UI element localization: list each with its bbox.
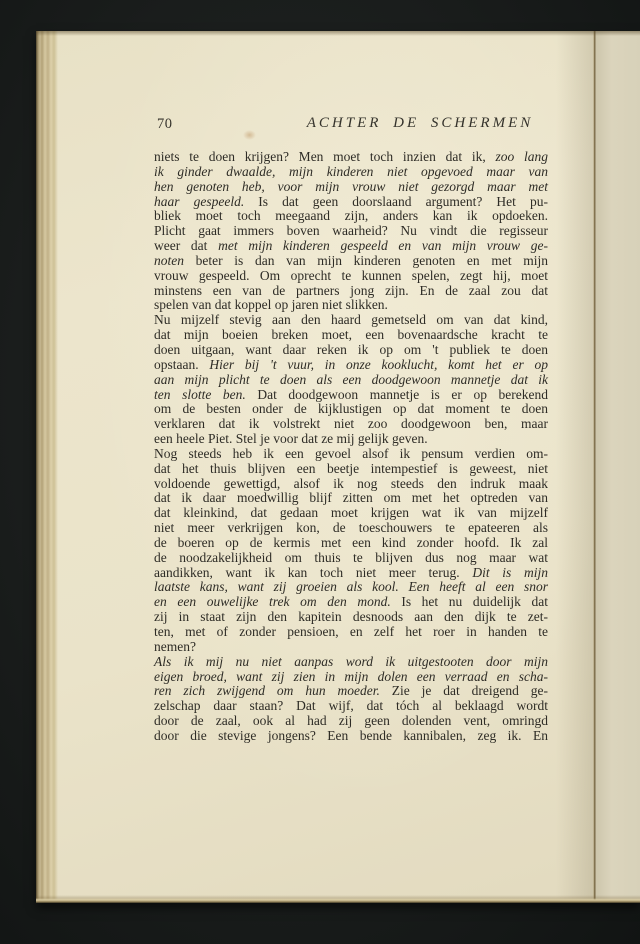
text-line — [154, 699, 548, 714]
text-segment: de noodzakelijkheid om thuis te blijven dus nog maar wat — [154, 549, 548, 565]
text-line — [154, 625, 548, 640]
text-line — [154, 670, 548, 685]
text-segment: een heele Piet. Stel je voor dat ze mij gelijk geven. — [154, 431, 428, 447]
text-line — [154, 284, 548, 299]
text-line — [154, 684, 548, 699]
text-segment: opstaan. — [154, 356, 210, 372]
text-line — [154, 655, 548, 670]
text-segment: zelschap daar staan? Dat wijf, dat tóch al beklaagd wordt — [154, 698, 548, 714]
text-line — [154, 640, 548, 655]
text-line — [154, 462, 548, 477]
text-segment: dat kleinkind, dat gedaan moet krijgen wat ik van mijzelf — [154, 505, 548, 521]
text-segment: nemen? — [154, 638, 196, 654]
page-top-edge — [36, 31, 640, 36]
facing-page-sliver — [596, 31, 640, 903]
text-line — [154, 254, 548, 269]
text-line — [154, 328, 548, 343]
text-line — [154, 551, 548, 566]
text-segment: zij in staat zijn den kapitein desnoods aan den dijk te zet- — [154, 609, 548, 625]
text-segment: spelen van dat koppel op jaren niet slikken. — [154, 297, 388, 313]
text-segment: Dat doodgewoon mannetje is er op berekend — [245, 386, 548, 402]
text-line — [154, 477, 548, 492]
text-line — [154, 491, 548, 506]
text-segment: aandikken, want ik kan toch niet meer terug. — [154, 564, 473, 580]
text-line — [154, 209, 548, 224]
text-segment: door die stevige jongens? Een bende kannibalen, zeg ik. En — [154, 727, 548, 743]
italic-text-segment: en een ouwelijke trek om den mond. — [154, 594, 391, 610]
text-line — [154, 729, 548, 744]
text-segment: bliek moet toch meegaand zijn, anders kan ik opdoeken. — [154, 208, 548, 224]
text-segment: door de zaal, ook al had zij geen dolenden vent, omringd — [154, 713, 548, 729]
text-segment: Zie je dat dreigend ge- — [379, 683, 548, 699]
text-line — [154, 566, 548, 581]
text-segment: Plicht gaat immers boven waarheid? Nu vindt die regisseur — [154, 223, 548, 239]
text-line — [154, 313, 548, 328]
text-line — [154, 180, 548, 195]
text-segment: niet meer verkrijgen kon, de toeschouwers te epateeren als — [154, 520, 548, 536]
text-line — [154, 595, 548, 610]
text-line — [154, 521, 548, 536]
fore-edge-left — [36, 31, 58, 903]
italic-text-segment: aan mijn plicht te doen als een doodgewoon mannetje dat ik — [154, 371, 548, 387]
running-head: ACHTER DE SCHERMEN — [306, 115, 534, 131]
text-segment: Is dat geen doorslaand argument? Het pu- — [244, 193, 548, 209]
text-segment: de boeren op de kermis met een kind zonder hoofd. Ik zal — [154, 534, 548, 550]
text-line — [154, 224, 548, 239]
italic-text-segment: zoo lang — [495, 149, 548, 164]
text-segment: om de besten onder de kijklustigen op dat moment te doen — [154, 401, 548, 417]
text-line — [154, 610, 548, 625]
text-segment: verklaren dat ik volstrekt niet zoo doodgewoon ben, maar — [154, 416, 548, 432]
text-segment: Is het nu duidelijk dat — [390, 594, 548, 610]
italic-text-segment: Als ik mij nu niet aanpas word ik uitgestooten door mijn — [154, 653, 548, 669]
text-line — [154, 358, 548, 373]
text-line — [154, 343, 548, 358]
text-line — [154, 150, 548, 165]
text-line — [154, 373, 548, 388]
italic-text-segment: met mijn kinderen gespeeld en van mijn vrouw ge- — [218, 238, 548, 254]
text-segment: Nog steeds heb ik een gevoel alsof ik pensum verdien om- — [154, 445, 548, 461]
text-line — [154, 239, 548, 254]
text-line — [154, 447, 548, 462]
body-text — [154, 150, 548, 744]
text-segment: voldoende gewettigd, alsof ik nog steeds den indruk maak — [154, 475, 548, 491]
text-line — [154, 536, 548, 551]
italic-text-segment: ik ginder dwaalde, mijn kinderen niet opgevoed maar van — [154, 163, 548, 179]
italic-text-segment: laatste kans, want zij groeien als kool. Een heeft al een snor — [154, 579, 548, 595]
italic-text-segment: noten — [154, 252, 184, 268]
text-line — [154, 506, 548, 521]
italic-text-segment: ten slotte ben. — [154, 386, 246, 402]
text-segment: doen uitgaan, want daar reken ik op om 't publiek te doen — [154, 341, 548, 357]
text-segment: dat ik daar moedwillig blijf zitten om met het optreden van — [154, 490, 548, 506]
text-line — [154, 195, 548, 210]
italic-text-segment: eigen broed, want zij zien in mijn dolen een verraad en scha- — [154, 668, 548, 684]
text-line — [154, 388, 548, 403]
italic-text-segment: haar gespeeld. — [154, 193, 245, 209]
text-line — [154, 580, 548, 595]
gutter-line — [593, 31, 596, 903]
italic-text-segment: Dit is mijn — [472, 564, 548, 580]
text-line — [154, 298, 548, 313]
text-segment: weer dat — [154, 238, 219, 254]
text-line — [154, 165, 548, 180]
text-line — [154, 714, 548, 729]
page-bottom-edge — [36, 895, 640, 903]
text-segment: niets te doen krijgen? Men moet toch inzien dat ik, — [154, 149, 496, 164]
text-segment: vrouw gespeeld. Om oprecht te kunnen spelen, zegt hij, moet — [154, 267, 548, 283]
text-segment: dat het thuis blijven een beetje intempestief is geweest, niet — [154, 460, 548, 476]
italic-text-segment: Hier bij 't vuur, in onze kooklucht, komt het er op — [209, 356, 548, 372]
text-segment: minstens een van de partners jong zijn. En de zaal zou dat — [154, 282, 548, 298]
text-segment: Nu mijzelf stevig aan den haard gemetseld om van dat kind, — [154, 312, 548, 328]
text-line — [154, 269, 548, 284]
italic-text-segment: ren zich zwijgend om hun moeder. — [154, 683, 380, 699]
text-segment: ten, met of zonder pensioen, en zelf het roer in handen te — [154, 624, 548, 639]
text-line — [154, 402, 548, 417]
italic-text-segment: hen genoten heb, voor mijn vrouw niet gezorgd maar met — [154, 178, 548, 194]
text-segment: beter is dan van mijn kinderen genoten en met mijn — [184, 252, 548, 268]
stain-spot — [243, 130, 256, 140]
text-line — [154, 417, 548, 432]
page-number: 70 — [157, 116, 173, 132]
book-page — [36, 31, 640, 903]
text-line — [154, 432, 548, 447]
gutter-shadow — [556, 31, 593, 903]
text-segment: dat mijn boeien breken moet, een bovenaardsche kracht te — [154, 327, 548, 343]
